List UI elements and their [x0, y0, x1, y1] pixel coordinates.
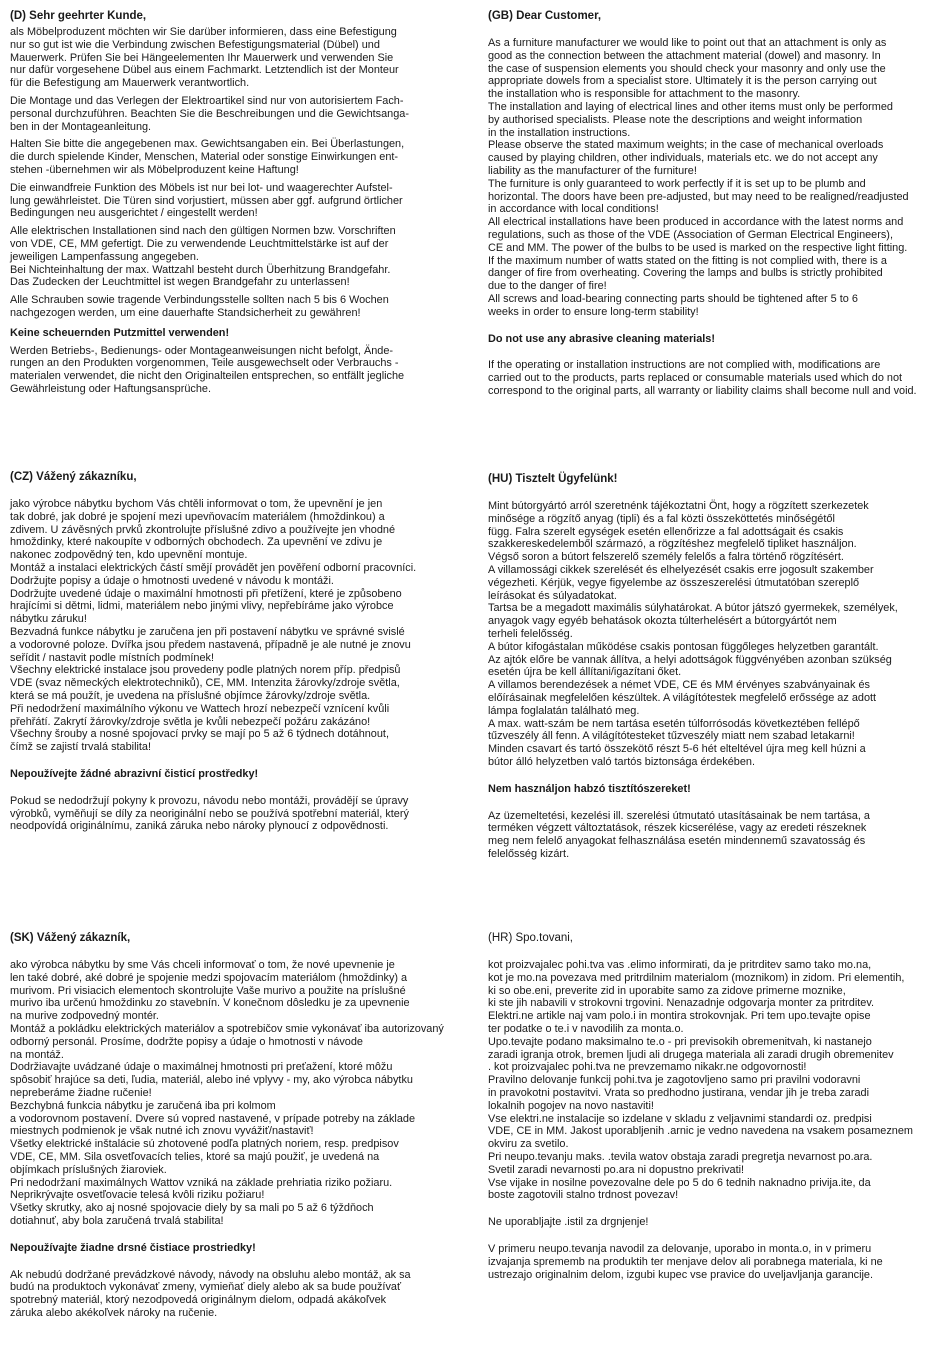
text-line: ter podatke o te.i v navodilih za monta.o.	[488, 1022, 684, 1035]
text-line: caused by playing children, other individuals, materials etc. we do not accept any	[488, 152, 878, 165]
text-line: murivo iba určenú hmoždinku zo stavebnín. V konečnom dôsledku je za upevnenie	[10, 997, 410, 1010]
section-title: (SK) Vážený zákazník,	[10, 932, 131, 944]
text-line: All electrical installations have been produced in accordance with the latest norms and	[488, 216, 904, 229]
text-line: ki so obe.eni, preverite zid in uporabite samo za zidove primerne moznike,	[488, 984, 846, 997]
text-line: horizontal. The doors have been pre-adjusted, but may need to be realigned/readjusted	[488, 190, 909, 203]
text-line: rungen an den Produkten vorgenommen, Teile ausgewechselt oder Verbrauchs -	[10, 357, 399, 370]
text-line: Az üzemeltetési, kezelési ill. szerelési útmutató utasításainak be nem tartása, a	[488, 809, 870, 822]
text-line: Nepoužívejte žádné abrazivní čisticí prostředky!	[10, 767, 259, 780]
section-german	[10, 10, 455, 396]
text-line: Nem használjon habzó tisztítószereket!	[488, 782, 691, 795]
text-line: correspond to the original parts, all warranty or liability claims shall become null and void.	[488, 384, 917, 397]
text-line: függ. Falra szerelt egységek esetén ellenőrizze a fal adottságait és csakis	[488, 525, 844, 538]
text-line: esetén újra be kell állítani/igazítani őket.	[488, 666, 682, 679]
text-line: spôsobiť hrajúce sa deti, ľudia, materiál, alebo iné vplyvy - my, ako výrobca nábytku	[10, 1074, 413, 1087]
text-line: Montáž a instalaci elektrických částí smějí provádět jen pověření odborní pracovníci.	[10, 561, 417, 574]
text-line: Všechny elektrické instalace jsou provedeny podle platných norem příp. předpisů	[10, 664, 401, 677]
text-line: neodpovídá originálnímu, zaniká záruka nebo nároky plynoucí z odpovědnosti.	[10, 820, 389, 833]
paragraph	[10, 138, 455, 176]
text-line: the installation who is responsible for attachment to the masonry.	[488, 88, 801, 101]
text-line: na montáž.	[10, 1048, 64, 1061]
warning-paragraph	[10, 768, 455, 781]
text-line: Elektri.ne artikle naj vam polo.i in montira strokovnjak. Pri tem upo.tevajte opise	[488, 1010, 871, 1023]
warning-paragraph	[488, 783, 933, 796]
text-line: leírásokat és súlyadatokat.	[488, 589, 617, 602]
text-line: budú na produktoch vykonávať zmeny, vymieňať diely alebo ak sa bude používať	[10, 1281, 402, 1294]
text-line: Dodržujte uvedené údaje o maximální hmotnosti při přetížení, které je způsobeno	[10, 587, 402, 600]
text-line: Všechny šrouby a nosné spojovací prvky se mají po 5 až 6 týdnech dotáhnout,	[10, 728, 389, 741]
text-line: kot proizvajalec pohi.tva vas .elimo informirati, da je pritrditev samo tako mo.na,	[488, 959, 872, 971]
text-line: . kot proizvajalec pohi.tva ne prevzemamo nikakr.ne odgovornosti!	[488, 1061, 807, 1074]
text-line: VDE, CE, MM. Sila osvetľovacích telies, ktoré sa majú použiť, je uvedená na	[10, 1150, 380, 1163]
text-line: Dodržiavajte uvádzané údaje o maximálnej hmotnosti pri preťažení, ktoré môžu	[10, 1061, 393, 1074]
text-line: Ak nebudú dodržané prevádzkové návody, návody na obsluhu alebo montáž, ak sa	[10, 1268, 411, 1281]
text-line: záruka alebo akékoľvek nároky na ručenie.	[10, 1306, 218, 1319]
text-line: in accordance with local conditions!	[488, 203, 659, 216]
section-title: (D) Sehr geehrter Kunde,	[10, 10, 147, 22]
section-title: (HR) Spo.tovani,	[488, 932, 574, 944]
text-line: Dodržujte popisy a údaje o hmotnosti uvedené v návodu k montáži.	[10, 574, 334, 587]
text-line: in pravokotni postavitvi. Vrata so predhodno justirana, vendar jih je treba zaradi	[488, 1086, 869, 1099]
text-line: nachgezogen werden, um eine dauerhafte Standsicherheit zu gewähren!	[10, 306, 361, 319]
text-line: nakonec zodpovědný ten, kdo upevnění montuje.	[10, 549, 248, 562]
text-line: appropriate dowels from a specialist store. Ultimately it is the person carrying out	[488, 75, 877, 88]
text-line: für die Befestigung am Mauerwerk verantwortlich.	[10, 77, 250, 90]
text-line: die durch spielende Kinder, Menschen, Material oder sonstige Einwirkungen ent-	[10, 151, 399, 164]
text-line: personal durchzuführen. Beachten Sie die Beschreibungen und die Gewichtsanga-	[10, 107, 409, 120]
paragraph	[488, 810, 933, 861]
text-line: Alle Schrauben sowie tragende Verbindungsstelle sollten nach 5 bis 6 Wochen	[10, 294, 389, 307]
text-line: seřídit / nastavit podle místních podmínek!	[10, 651, 214, 664]
text-line: As a furniture manufacturer we would like to point out that an attachment is only as	[488, 37, 887, 49]
text-line: bútor álló helyzetben való tartós biztonsága érdekében.	[488, 755, 755, 768]
text-line: Pravilno delovanje funkcij pohi.tva je zagotovljeno samo pri pravilni vodoravni	[488, 1074, 861, 1087]
paragraph	[488, 959, 948, 1202]
paragraph	[10, 182, 455, 220]
section-title: (CZ) Vážený zákazníku,	[10, 471, 137, 483]
warning-paragraph	[10, 327, 455, 340]
text-line: Die einwandfreie Funktion des Möbels ist nur bei lot- und waagerechter Aufstel-	[10, 181, 393, 194]
text-line: Všetky elektrické inštalácie sú zhotovené podľa platných noriem, resp. predpisov	[10, 1138, 399, 1151]
paragraph	[488, 500, 933, 769]
text-line: minősége a rögzítő anyag (tipli) és a fal közti összeköttetés minőségétől	[488, 512, 835, 525]
text-line: Minden csavart és tartó összekötő részt 5-6 hét elteltével újra meg kell húzni a	[488, 743, 866, 756]
text-line: előírásainak megfelelően készültek. A világítótestek megfelelő erőssége az adott	[488, 691, 877, 704]
text-line: Alle elektrischen Installationen sind nach den gültigen Normen bzw. Vorschriften	[10, 225, 396, 238]
section-english	[488, 10, 948, 398]
text-line: carried out to the products, parts replaced or consumable materials used which do not	[488, 372, 903, 385]
text-line: a vodorovnom postavení. Dvere sú vopred nastavené, v prípade potreby na základe	[10, 1112, 416, 1125]
text-line: nepreberáme žiadne ručenie!	[10, 1086, 152, 1099]
text-line: terheli felelősség.	[488, 627, 573, 640]
text-line: A max. watt-szám be nem tartása esetén túlforrósodás következtében fellépő	[488, 717, 860, 730]
text-line: Bei Nichteinhaltung der max. Wattzahl besteht durch Überhitzung Brandgefahr.	[10, 263, 391, 276]
text-line: miestnych podmienok je však nutné ich znovu vyvážiť/nastaviť!	[10, 1125, 314, 1138]
text-line: Svetil zaradi nevarnosti po.ara ni dopustno prekrivati!	[488, 1163, 745, 1176]
text-line: Mint bútorgyártó arról szeretnénk tájékoztatni Önt, hogy a rögzített szerkezetek	[488, 500, 869, 512]
text-line: by authorised specialists. Please note the descriptions and weight information	[488, 113, 863, 126]
text-line: danger of fire from overheating. Covering the lamps and bulbs is strictly prohibited	[488, 267, 883, 280]
paragraph	[10, 795, 455, 833]
text-line: CE and MM. The power of the bulbs to be used is marked on the respective light fitting.	[488, 241, 908, 254]
text-line: materialen verwendet, die nicht den Originalteilen entsprechen, so entfällt jegliche	[10, 370, 405, 383]
text-line: tűzveszély áll fenn. A világítótesteket tűzveszély miatt nem szabad letakarni!	[488, 730, 855, 743]
text-line: A villamos berendezések a német VDE, CE és MM érvényes szabványainak és	[488, 679, 870, 692]
text-line: nábytku záruku!	[10, 613, 87, 626]
text-line: V primeru neupo.tevanja navodil za delovanje, uporabo in monta.o, in v primeru	[488, 1242, 872, 1255]
text-line: VDE (svaz německých elektrotechniků), CE, MM. Intenzita žárovky/zdroje světla,	[10, 677, 400, 690]
section-czech	[10, 471, 455, 833]
paragraph	[10, 498, 455, 754]
text-line: Das Zudecken der Leuchtmittel ist wegen Brandgefahr zu unterlassen!	[10, 276, 350, 289]
text-line: anyagok vagy egyéb behatások okozta túlterhelésért a bútorgyártót nem	[488, 615, 837, 628]
text-line: přehřátí. Zakrytí žárovky/zdroje světla je kvůli nebezpečí požáru zakázáno!	[10, 715, 371, 728]
text-line: Pri neupo.tevanju maks. .tevila watov obstaja zaradi pregretja nevarnost po.ara.	[488, 1150, 873, 1163]
section-title: (GB) Dear Customer,	[488, 10, 602, 22]
text-line: jako výrobce nábytku bychom Vás chtěli informovat o tom, že upevnění je jen	[10, 498, 383, 510]
text-line: ki ste jih nabavili v strokovni trgovini. Nenazadnje odgovarja monter za pritrditev.	[488, 997, 874, 1010]
paragraph	[10, 95, 455, 133]
paragraph	[10, 959, 455, 1228]
paragraph	[488, 1216, 948, 1229]
text-line: hmoždinky, které nakoupíte v odborných obchodech. Za upevnění ve zdivu je	[10, 536, 383, 549]
paragraph	[488, 37, 948, 319]
text-line: odborný personál. Prosíme, dodržte popisy a údaje o hmotnosti v návode	[10, 1035, 363, 1048]
text-line: Montáž a pokládku elektrických materiálov a spotrebičov smie vykonávať iba autorizovaný	[10, 1022, 444, 1035]
text-line: len také dobré, aké dobré je spojenie medzi spojovacím materiálom (hmoždinky) a	[10, 971, 408, 984]
paragraph	[488, 1243, 948, 1281]
text-line: Végső soron a bútort felszerelő személy felelős a falra történő rögzítésért.	[488, 551, 844, 564]
section-title: (HU) Tisztelt Ügyfelünk!	[488, 473, 618, 485]
paragraph	[10, 225, 455, 289]
text-line: ako výrobca nábytku by sme Vás chceli informovať o tom, že nové upevnenie je	[10, 959, 395, 971]
text-line: Vse vijake in nosilne povezovalne dele po 5 do 6 tednih naknadno privija.ite, da	[488, 1176, 871, 1189]
text-line: due to the danger of fire!	[488, 280, 607, 293]
text-line: stehen -übernehmen wir als Möbelproduzent keine Haftung!	[10, 163, 299, 176]
text-line: végezheti. Kérjük, vegye figyelembe az összeszerelési útmutatóban szereplő	[488, 576, 860, 589]
text-line: All screws and load-bearing connecting parts should be tightened after 5 to 6	[488, 292, 858, 305]
text-line: Pokud se nedodržují pokyny k provozu, návodu nebo montáži, provádějí se úpravy	[10, 794, 409, 807]
text-line: terméken végzett változtatások, részek kicserélése, vagy az eredeti részeknek	[488, 822, 867, 835]
paragraph	[488, 359, 948, 397]
text-line: na murive zodpovedný montér.	[10, 1010, 159, 1023]
text-line: murivom. Pri visiacich elementoch skontrolujte Vaše murivo a použite na príslušné	[10, 984, 406, 997]
text-line: lokalnih pogojev na novo nastaviti!	[488, 1099, 654, 1112]
text-line: izvajanja sprememb na produktih ter menjave delov ali porabnega materiala, ki ne	[488, 1255, 883, 1268]
text-line: Nepoužívajte žiadne drsné čistiace prostriedky!	[10, 1241, 256, 1254]
text-line: ustrezajo originalnim delom, izgubi kupec vse pravice do uveljavljanja garancije.	[488, 1268, 874, 1281]
text-line: weeks in order to ensure long-term stability!	[488, 305, 699, 318]
text-line: Gewährleistung oder Haftungsansprüche.	[10, 382, 211, 395]
text-line: Die Montage und das Verlegen der Elektroartikel sind nur von autorisiertem Fach-	[10, 94, 404, 107]
text-line: liability as the manufacturer of the furniture!	[488, 164, 697, 177]
text-line: která se má použít, je uvedena na příslušné objímce žárovky/zdroje světla.	[10, 689, 371, 702]
section-hungarian	[488, 473, 933, 861]
text-line: good as the connection between the attachment material (dowel) and masonry. In	[488, 49, 881, 62]
text-line: felelősség kizárt.	[488, 847, 570, 860]
text-line: the case of suspension elements you should check your masonry and only use the	[488, 62, 886, 75]
text-line: Pri nedodržaní maximálnych Wattov vzniká na základe prehriatia riziko požiaru.	[10, 1176, 393, 1189]
text-line: zdivem. U závěsných prvků zkontrolujte příslušné zdivo a používejte jen vhodné	[10, 523, 396, 536]
text-line: nur dafür vorgesehene Dübel aus einem Fachmarkt. Letztendlich ist der Monteur	[10, 64, 399, 77]
text-line: von VDE, CE, MM gefertigt. Die zu verwendende Leuchtmittelstärke ist auf der	[10, 237, 389, 250]
text-line: objímkach príslušných žiaroviek.	[10, 1163, 167, 1176]
text-line: výrobků, vyměňují se díly za neoriginální nebo se používá spotřební materiál, který	[10, 807, 409, 820]
text-line: lung gewährleistet. Die Türen sind vorjustiert, müssen aber ggf. aufgrund örtlicher	[10, 194, 403, 207]
text-line: meg nem felelő anyagokat felhasználása esetén mindennemű szavatosság és	[488, 835, 866, 848]
text-line: Bedingungen neu ausgerichtet / eingestellt werden!	[10, 207, 258, 220]
text-line: Při nedodržení maximálního výkonu ve Wattech hrozí nebezpečí vznícení kvůli	[10, 702, 390, 715]
text-line: dotiahnuť, aby bola zaručená trvalá stabilita!	[10, 1214, 224, 1227]
text-line: nur so gut ist wie die Verbindung zwischen Befestigungsmaterial (Dübel) und	[10, 38, 380, 51]
text-line: Bezvadná funkce nábytku je zaručena jen při postavení nábytku ve správné svislé	[10, 625, 405, 638]
text-line: lámpa foglalatán található meg.	[488, 704, 640, 717]
text-line: okviru za svetilo.	[488, 1138, 569, 1151]
text-line: regulations, such as those of the VDE (Association of German Electrical Engineers),	[488, 228, 893, 241]
text-line: jeweiligen Lampenfassung angegeben.	[10, 250, 199, 263]
text-line: hrajícími si dětmi, lidmi, materiálem nebo jinými vlivy, nepřebíráme jako výrobce	[10, 600, 394, 613]
warning-paragraph	[488, 333, 948, 346]
section-slovak	[10, 932, 455, 1320]
text-line: als Möbelproduzent möchten wir Sie darüber informieren, dass eine Befestigung	[10, 26, 397, 38]
text-line: A bútor kifogástalan működése csakis pontosan függőleges helyzetben garantált.	[488, 640, 879, 653]
text-line: A villamossági cikkek szerelését és elhelyezését csakis erre jogosult szakember	[488, 563, 874, 576]
text-line: zaradi igranja otrok, bremen ljudi ali drugega materiala ali zaradi drugih obremenitev	[488, 1048, 894, 1061]
text-line: Do not use any abrasive cleaning materials!	[488, 332, 715, 345]
text-line: Mauerwerk. Prüfen Sie bei Hängeelementen Ihr Mauerwerk und verwenden Sie	[10, 51, 394, 64]
text-line: The furniture is only guaranteed to work perfectly if it is set up to be plumb and	[488, 177, 866, 190]
text-line: kot je mo.na povezava med pritrdilnim materialom (moznikom) in zidom. Pri elementih,	[488, 971, 905, 984]
text-line: Halten Sie bitte die angegebenen max. Gewichtsangaben ein. Bei Überlastungen,	[10, 138, 405, 151]
text-line: čímž se zajistí trvalá stabilita!	[10, 741, 152, 754]
text-line: VDE, CE in MM. Jakost uporabljenih .arnic je vedno navedena na vsakem posameznem	[488, 1125, 913, 1138]
text-line: Tartsa be a megadott maximális súlyhatárokat. A bútor játszó gyermekek, személyek,	[488, 602, 898, 615]
text-line: Please observe the stated maximum weights; in the case of mechanical overloads	[488, 139, 884, 152]
text-line: Az ajtók előre be vannak állítva, a helyi adottságok függvényében azonban szükség	[488, 653, 892, 666]
text-line: The installation and laying of electrical lines and other items must only be performed	[488, 100, 893, 113]
text-line: Všetky skrutky, ako aj nosné spojovacie diely by sa mali po 5 až 6 týždňoch	[10, 1202, 374, 1215]
text-line: spotrebný materiál, ktorý nezodpovedá originálnym dielom, odpadá akákoľvek	[10, 1294, 387, 1307]
text-line: Vse elektri.ne instalacije so izdelane v skladu z veljavnimi standardi oz. predpisi	[488, 1112, 872, 1125]
text-line: If the operating or installation instructions are not complied with, modifications are	[488, 359, 881, 372]
section-croatian	[488, 932, 948, 1281]
paragraph	[10, 294, 455, 320]
text-line: tak dobré, jak dobré je spojení mezi upevňovacím materiálem (hmoždinkou) a	[10, 510, 385, 523]
text-line: in the installation instructions.	[488, 126, 631, 139]
text-line: ben in der Montageanleitung.	[10, 120, 152, 133]
text-line: boste zagotovili stalno trdnost povezav!	[488, 1189, 679, 1202]
paragraph	[10, 1269, 455, 1320]
text-line: If the maximum number of watts stated on the fitting is not complied with, there is a	[488, 254, 887, 267]
text-line: szakkereskedelemből származó, a rögzítéshez megfelelő tipliket használjon.	[488, 538, 857, 551]
text-line: a vodorovné poloze. Dvířka jsou předem nastavená, případně je ale nutné je znovu	[10, 638, 411, 651]
text-line: Upo.tevajte podano maksimalno te.o - pri previsokih obremenitvah, ki nastanejo	[488, 1035, 872, 1048]
text-line: Neprikrývajte osvetľovacie telesá kvôli riziku požiaru!	[10, 1189, 265, 1202]
paragraph	[10, 345, 455, 396]
paragraph	[10, 26, 455, 90]
warning-paragraph	[10, 1242, 455, 1255]
text-line: Ne uporabljajte .istil za drgnjenje!	[488, 1216, 649, 1229]
text-line: Bezchybná funkcia nábytku je zaručená iba pri kolmom	[10, 1099, 276, 1112]
text-line: Werden Betriebs-, Bedienungs- oder Montageanweisungen nicht befolgt, Ände-	[10, 344, 394, 357]
text-line: Keine scheuernden Putzmittel verwenden!	[10, 326, 230, 339]
